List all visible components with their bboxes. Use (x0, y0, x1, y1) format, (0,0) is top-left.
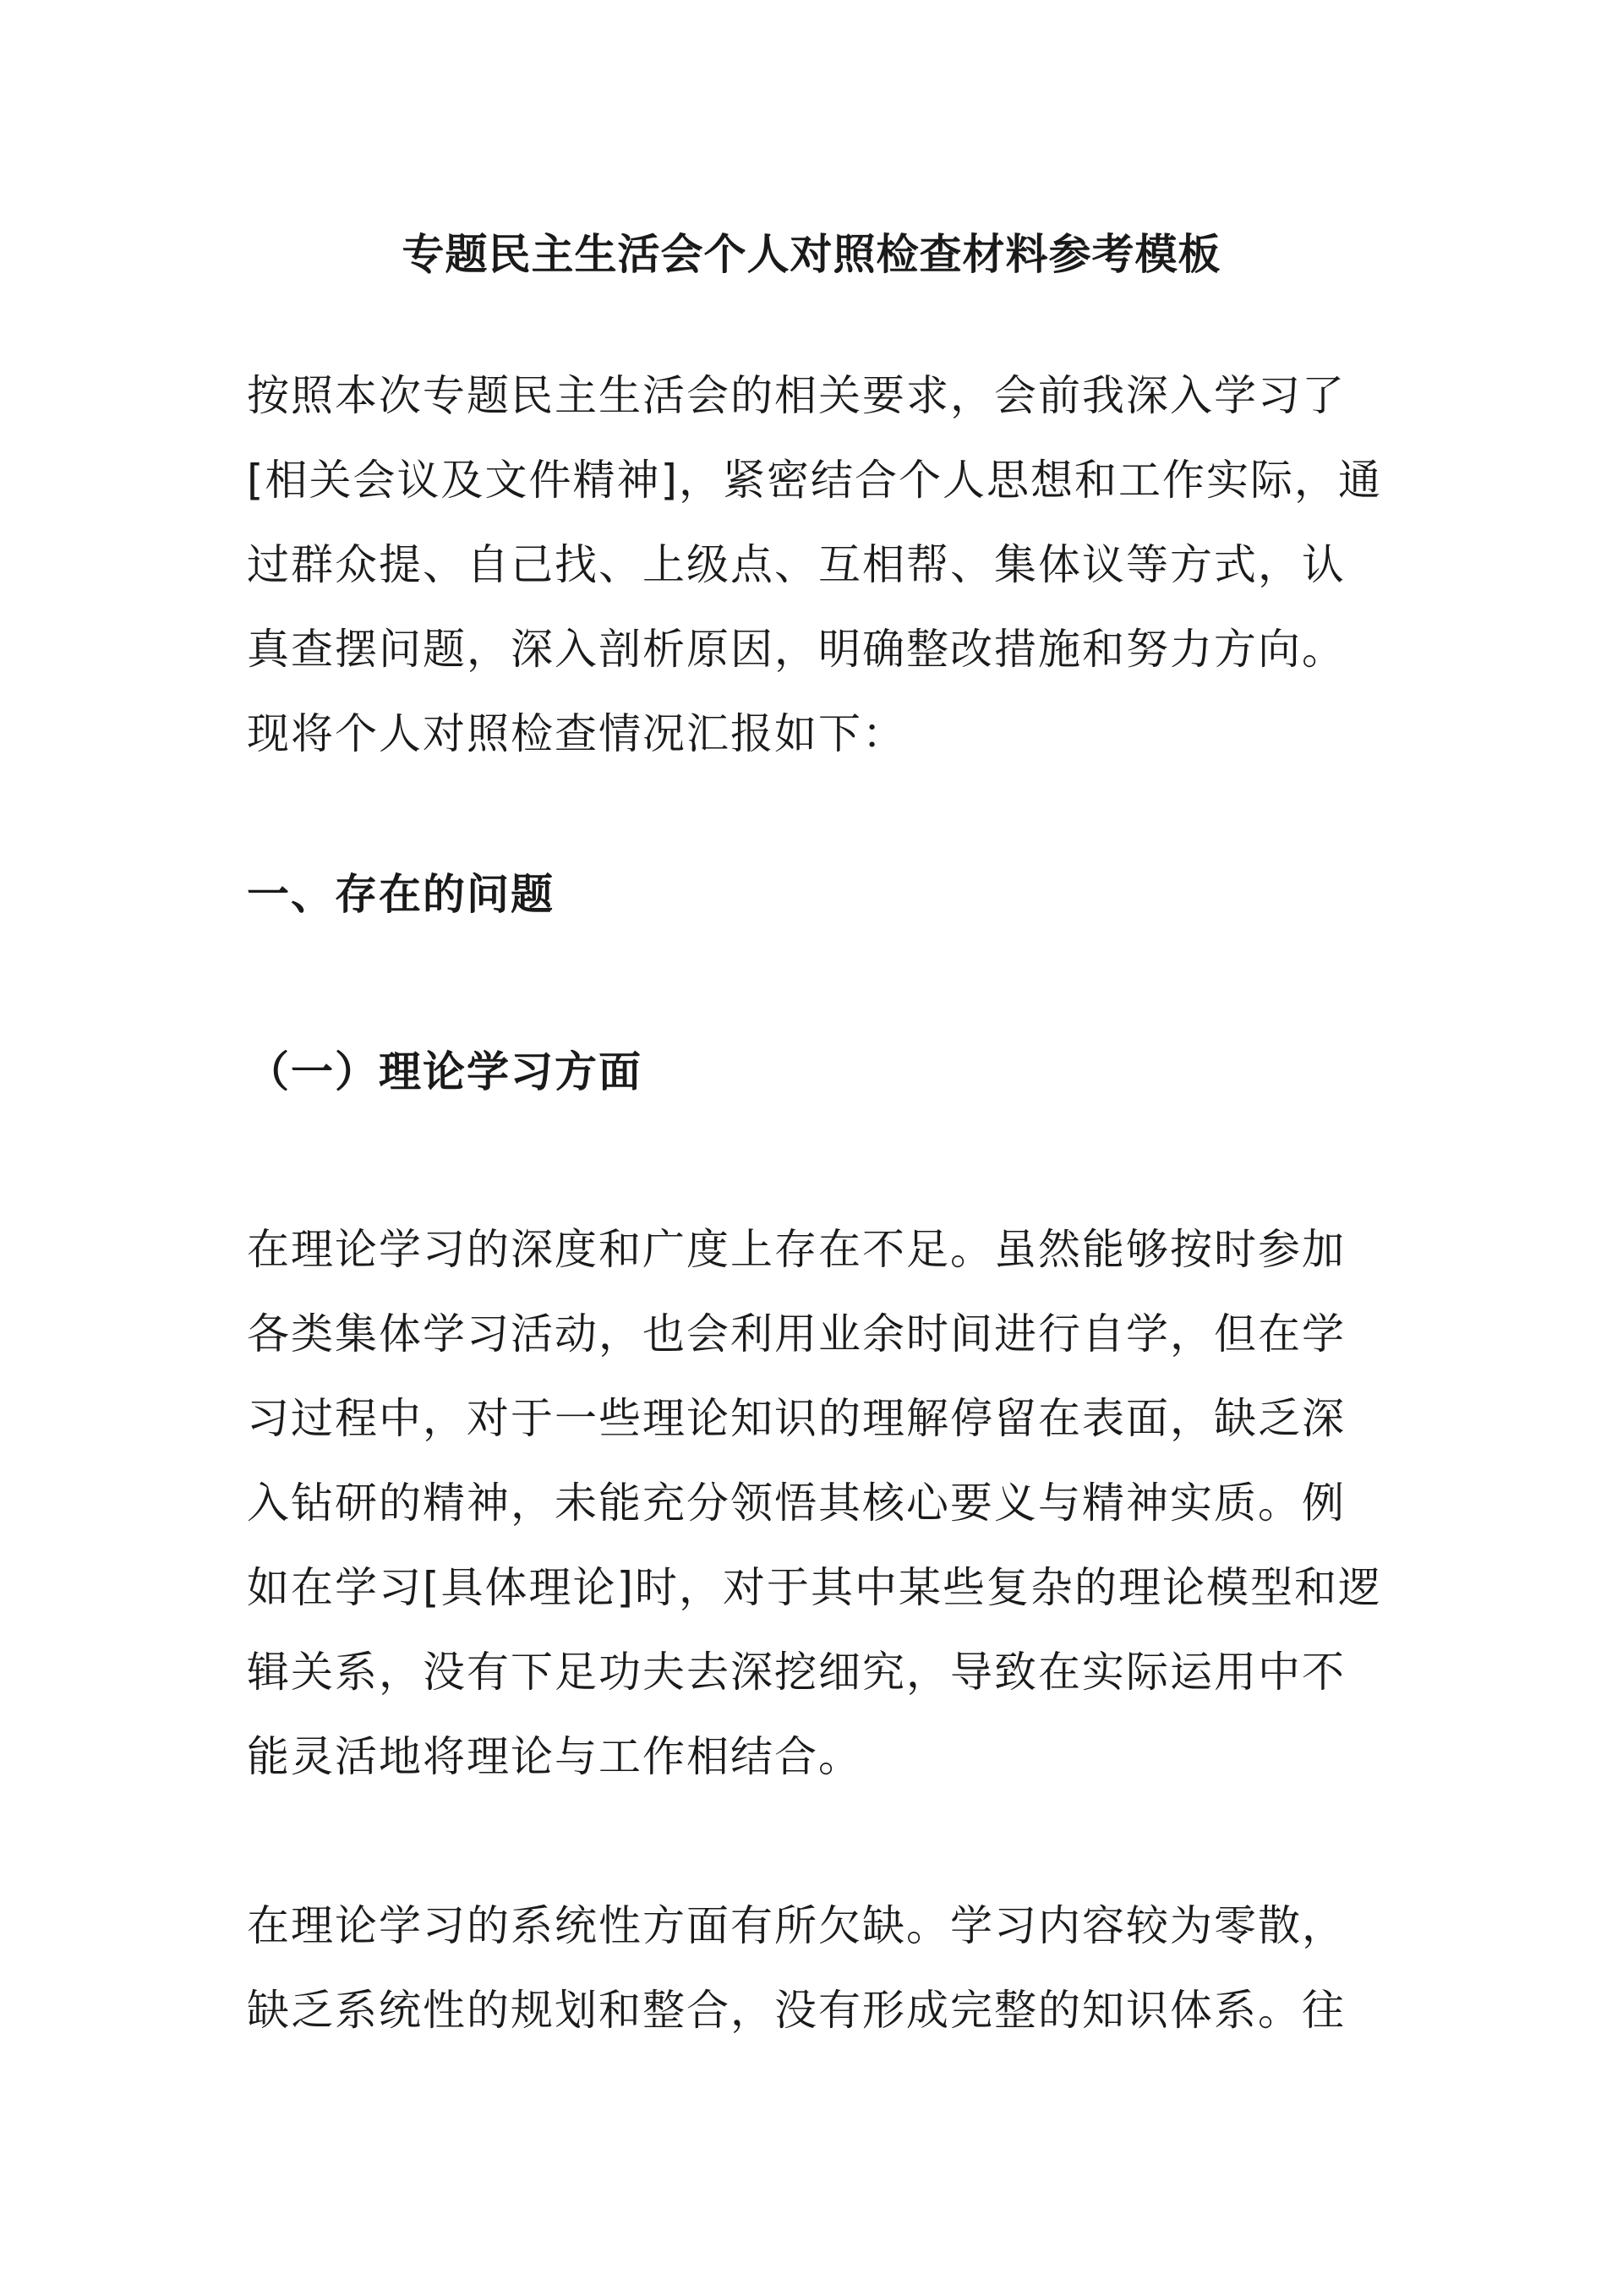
paragraph-line: 辑关系，没有下足功夫去深挖细究，导致在实际运用中不 (247, 1648, 1346, 1697)
intro-line: 过群众提、自己找、上级点、互相帮、集体议等方式，认 (247, 540, 1346, 589)
intro-line: 真查摆问题，深入剖析原因，明确整改措施和努力方向。 (247, 625, 1346, 674)
paragraph-line: 能灵活地将理论与工作相结合。 (247, 1732, 862, 1781)
section-heading-problems: 一、存在的问题 (247, 870, 555, 919)
intro-paragraph (247, 353, 1388, 776)
paragraph-line: 各类集体学习活动，也会利用业余时间进行自学，但在学 (247, 1309, 1346, 1358)
paragraph-line: 如在学习[具体理论]时，对于其中某些复杂的理论模型和逻 (247, 1563, 1383, 1612)
paragraph-line: 习过程中，对于一些理论知识的理解停留在表面，缺乏深 (247, 1394, 1346, 1443)
document-title: 专题民主生活会个人对照检查材料参考模板 (402, 230, 1221, 279)
paragraph-line: 入钻研的精神，未能充分领悟其核心要义与精神实质。例 (247, 1479, 1346, 1528)
paragraph-line: 在理论学习的深度和广度上存在不足。虽然能够按时参加 (247, 1225, 1346, 1274)
intro-line: 按照本次专题民主生活会的相关要求，会前我深入学习了 (247, 371, 1346, 420)
intro-line: 现将个人对照检查情况汇报如下： (247, 709, 906, 758)
body-paragraph-1 (247, 1207, 1388, 1799)
paragraph-line: 缺乏系统性的规划和整合，没有形成完整的知识体系。往 (247, 1986, 1346, 2035)
intro-line: [相关会议及文件精神]，紧密结合个人思想和工作实际，通 (247, 456, 1383, 505)
body-paragraph-2 (247, 1883, 1388, 2053)
subsection-heading-theory-study: （一）理论学习方面 (247, 1047, 642, 1096)
paragraph-line: 在理论学习的系统性方面有所欠缺。学习内容较为零散， (247, 1901, 1346, 1950)
